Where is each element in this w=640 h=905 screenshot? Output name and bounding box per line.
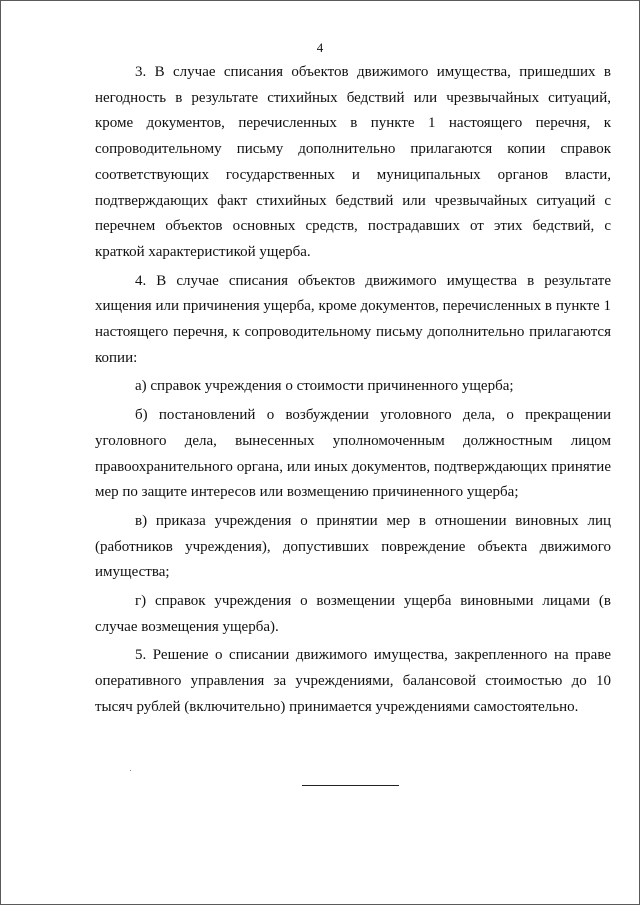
scan-artifact — [130, 770, 131, 771]
list-item-v: в) приказа учреждения о принятии мер в отношении виновных лиц (работников учреждения), допустивших повреждение объекта движимого имущества; — [95, 512, 611, 581]
end-separator-line — [302, 785, 399, 786]
paragraph-5: 5. Решение о списании движимого имущества, закрепленного на праве оперативного управления за учреждениями, балансовой стоимостью до 10 тысяч рублей (включительно) принимается учреждениями самостоятельно. — [95, 647, 611, 715]
list-item-a: а) справок учреждения о стоимости причиненного ущерба; — [135, 378, 514, 395]
list-item-g: г) справок учреждения о возмещении ущерба виновными лицами (в случае возмещения ущерба). — [95, 593, 611, 635]
page-number: 4 — [316, 40, 324, 55]
document-body — [95, 60, 611, 721]
paragraph-3: 3. В случае списания объектов движимого имущества, пришедших в негодность в результате стихийных бедствий или чрезвычайных ситуаций, кроме документов, перечисленных в пункте 1 настоящего перечня, к сопроводительному письму дополнительно прилагаются копии справок соответствующих государственных и муниципальных органов власти, подтверждающих факт стихийных бедствий или чрезвычайных ситуаций с перечнем объектов основных средств, пострадавших от этих бедствий, с краткой характеристикой ущерба. — [95, 64, 611, 260]
paragraph-4: 4. В случае списания объектов движимого имущества в результате хищения или причинения ущерба, кроме документов, перечисленных в пункте 1 настоящего перечня, к сопроводительному письму дополнительно прилагаются копии: — [95, 272, 611, 366]
list-item-b: б) постановлений о возбуждении уголовного дела, о прекращении уголовного дела, вынесенных уполномоченным должностным лицом правоохранительного органа, или иных документов, подтверждающих принятие мер по защите интересов или возмещению причиненного ущерба; — [95, 407, 611, 501]
